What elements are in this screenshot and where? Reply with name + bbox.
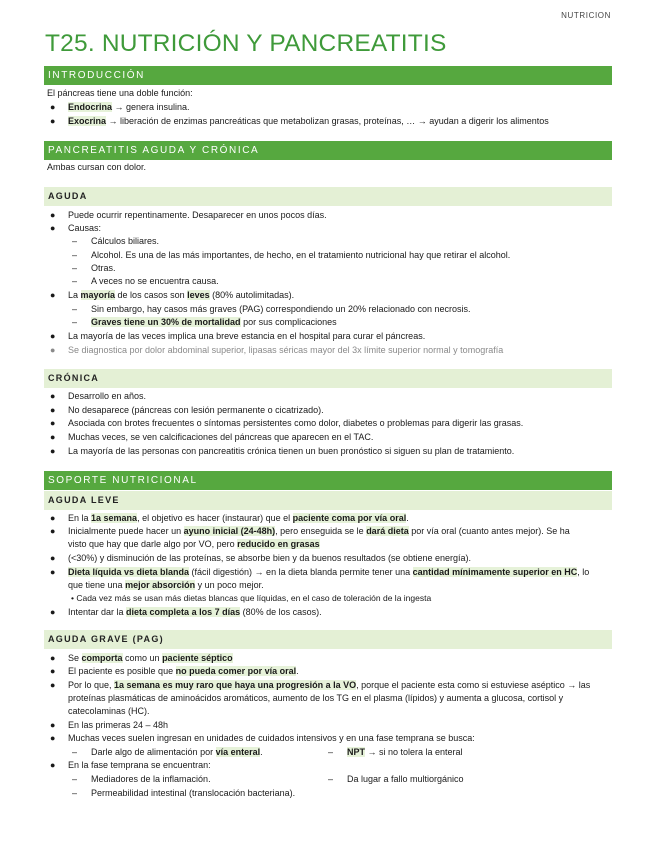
term-via-oral: paciente coma por vía oral — [292, 513, 407, 523]
dash: – — [72, 236, 78, 246]
term-cantidad-hc: cantidad mínimamente superior en HC — [412, 567, 578, 577]
term-paciente-septico: paciente séptico — [162, 653, 233, 663]
list-item-continuation: proteínas plasmáticas de aminoácidos aromáticos, aumento de los TG en el plasma (lípidos) y aumenta a glucosa, cortisol y — [68, 693, 564, 703]
list-item: En la fase temprana se encuentran: — [68, 760, 211, 770]
text: que tiene una — [68, 580, 126, 590]
note: • Cada vez más se usan más dietas blancas que líquidas, en el caso de toleración de la ingesta — [71, 593, 432, 603]
list-item: No desaparece (páncreas con lesión permanente o cicatrizado). — [68, 405, 324, 415]
bullet: ● — [50, 446, 56, 456]
term-mejor-absorcion: mejor absorción — [125, 580, 196, 590]
text: . — [260, 747, 263, 757]
list-item: Desarrollo en años. — [68, 391, 147, 401]
dash: – — [72, 747, 78, 757]
bullet: ● — [50, 418, 56, 428]
text: , lo — [577, 567, 590, 577]
list-item — [68, 115, 549, 127]
section-heading-pancreatitis: PANCREATITIS AGUDA Y CRÓNICA — [44, 141, 612, 160]
sub-item — [91, 316, 337, 328]
sub-item: Alcohol. Es una de las más importantes, de hecho, en el tratamiento nutricional hay que retirar el alcohol. — [91, 250, 511, 260]
term-graves: Graves tiene un 30% de mortalidad — [91, 317, 241, 327]
list-item — [68, 679, 590, 691]
text: , porque el paciente esta como si estuviese aséptico → las — [356, 680, 591, 690]
text: El paciente es posible que — [68, 666, 176, 676]
bullet: ● — [50, 223, 56, 233]
list-item — [68, 606, 322, 618]
term-progresion-vo: 1a semana es muy raro que haya una progresión a la VO — [114, 680, 357, 690]
dash: – — [72, 317, 78, 327]
text: de los casos son — [115, 290, 188, 300]
list-item — [68, 101, 190, 113]
list-item: Muchas veces, se ven calcificaciones del páncreas que aparecen en el TAC. — [68, 432, 374, 442]
dash: – — [72, 304, 78, 314]
term-endocrina: Endocrina — [68, 102, 113, 112]
pancreatitis-lead: Ambas cursan con dolor. — [47, 162, 147, 172]
bullet: ● — [50, 666, 56, 676]
text: Por lo que, — [68, 680, 115, 690]
sub-item: Sin embargo, hay casos más graves (PAG) correspondiendo un 20% relacionado con necrosis. — [91, 304, 471, 314]
bullet: ● — [50, 567, 56, 577]
term-dara-dieta: dará dieta — [366, 526, 409, 536]
bullet: ● — [50, 733, 56, 743]
bullet: ● — [50, 607, 56, 617]
dash: – — [72, 774, 78, 784]
text: por vía oral (cuanto antes mejor). Se ha — [408, 526, 570, 536]
list-item — [68, 665, 299, 677]
list-item-continuation — [68, 579, 264, 591]
text: Se — [68, 653, 82, 663]
list-item-text: → genera insulina. — [112, 102, 190, 112]
term-ayuno: ayuno inicial (24-48h) — [183, 526, 276, 536]
list-item — [68, 525, 570, 537]
list-item: (<30%) y disminución de las proteínas, se absorbe bien y da buenos resultados (se obtiene energía). — [68, 553, 471, 563]
bullet: ● — [50, 391, 56, 401]
dash: – — [72, 788, 78, 798]
subsection-heading-aguda-leve: AGUDA LEVE — [44, 491, 612, 510]
list-item: Puede ocurrir repentinamente. Desaparecer en unos pocos días. — [68, 210, 327, 220]
subsection-heading-cronica: CRÓNICA — [44, 369, 612, 388]
text: (80% autolimitadas). — [209, 290, 295, 300]
bullet: ● — [50, 680, 56, 690]
dash: – — [328, 774, 334, 784]
text: Darle algo de alimentación por — [91, 747, 216, 757]
term-no-puede-comer: no pueda comer por vía oral — [175, 666, 297, 676]
term-exocrina: Exocrina — [68, 116, 107, 126]
text: → si no tolera la enteral — [365, 747, 463, 757]
subsection-heading-aguda: AGUDA — [44, 187, 612, 206]
sub-item: Da lugar a fallo multiorgánico — [347, 774, 464, 784]
text: La — [68, 290, 81, 300]
intro-lead: El páncreas tiene una doble función: — [47, 88, 193, 98]
sub-item: Otras. — [91, 263, 116, 273]
list-item — [68, 566, 589, 578]
bullet: ● — [50, 513, 56, 523]
text: . — [296, 666, 299, 676]
running-header: NUTRICION — [561, 11, 611, 20]
sub-item: Permeabilidad intestinal (translocación bacteriana). — [91, 788, 296, 798]
text: Inicialmente puede hacer un — [68, 526, 184, 536]
list-item — [68, 512, 409, 524]
list-item — [68, 289, 294, 301]
bullet: ● — [50, 290, 56, 300]
term-dieta-liquida: Dieta líquida vs dieta blanda — [68, 567, 190, 577]
bullet: ● — [50, 760, 56, 770]
bullet: ● — [50, 526, 56, 536]
list-item: La mayoría de las personas con pancreatitis crónica tienen un buen pronóstico si siguen su plan de tratamiento. — [68, 446, 515, 456]
bullet: ● — [50, 720, 56, 730]
dash: – — [328, 747, 334, 757]
sub-item — [91, 746, 263, 758]
sub-item — [347, 746, 463, 758]
sub-item: Cálculos biliares. — [91, 236, 160, 246]
section-heading-soporte: SOPORTE NUTRICIONAL — [44, 471, 612, 490]
term-comporta: comporta — [81, 653, 123, 663]
text: (80% de los casos). — [240, 607, 322, 617]
bullet: ● — [50, 345, 56, 355]
term-mayoria: mayoría — [80, 290, 116, 300]
text: , el objetivo es hacer (instaurar) que el — [137, 513, 293, 523]
text: Intentar dar la — [68, 607, 127, 617]
list-item-text: → liberación de enzimas pancreáticas que metabolizan grasas, proteínas, … → ayudan a digerir los alimentos — [106, 116, 549, 126]
list-item: Se diagnostica por dolor abdominal superior, lipasas séricas mayor del 3x límite superior normal y tomografía — [68, 345, 504, 355]
bullet: ● — [50, 102, 56, 112]
bullet: ● — [50, 405, 56, 415]
term-1a-semana: 1a semana — [91, 513, 138, 523]
text: , pero enseguida se le — [275, 526, 367, 536]
subsection-heading-aguda-grave: AGUDA GRAVE (PAG) — [44, 630, 612, 649]
list-item-continuation: catecolaminas (HC). — [68, 706, 150, 716]
dash: – — [72, 276, 78, 286]
term-leves: leves — [187, 290, 210, 300]
list-item: Causas: — [68, 223, 102, 233]
sub-item: A veces no se encuentra causa. — [91, 276, 219, 286]
dash: – — [72, 263, 78, 273]
bullet: ● — [50, 116, 56, 126]
section-heading-intro: INTRODUCCIÓN — [44, 66, 612, 85]
list-item-continuation — [68, 538, 320, 550]
list-item: Muchas veces suelen ingresan en unidades de cuidados intensivos y en una fase temprana se busca: — [68, 733, 475, 743]
list-item: Asociada con brotes frecuentes o síntomas persistentes como dolor, diabetes o problemas para digerir las grasas. — [68, 418, 524, 428]
text: (fácil digestión) → en la dieta blanda permite tener una — [189, 567, 413, 577]
term-reducido-grasas: reducido en grasas — [237, 539, 320, 549]
list-item: La mayoría de las veces implica una breve estancia en el hospital para curar el páncreas. — [68, 331, 426, 341]
text: como un — [122, 653, 163, 663]
dash: – — [72, 250, 78, 260]
text: y un poco mejor. — [195, 580, 264, 590]
text: . — [406, 513, 409, 523]
term-npt: NPT — [347, 747, 365, 757]
bullet: ● — [50, 331, 56, 341]
bullet: ● — [50, 432, 56, 442]
text: por sus complicaciones — [240, 317, 337, 327]
term-via-enteral: vía enteral — [215, 747, 261, 757]
text: visto que hay que darle algo por VO, pero — [68, 539, 238, 549]
bullet: ● — [50, 210, 56, 220]
page-title: T25. NUTRICIÓN Y PANCREATITIS — [45, 30, 447, 57]
bullet: ● — [50, 653, 56, 663]
list-item: En las primeras 24 – 48h — [68, 720, 169, 730]
bullet: ● — [50, 553, 56, 563]
text: En la — [68, 513, 92, 523]
list-item — [68, 652, 233, 664]
term-dieta-completa: dieta completa a los 7 días — [126, 607, 241, 617]
sub-item: Mediadores de la inflamación. — [91, 774, 211, 784]
